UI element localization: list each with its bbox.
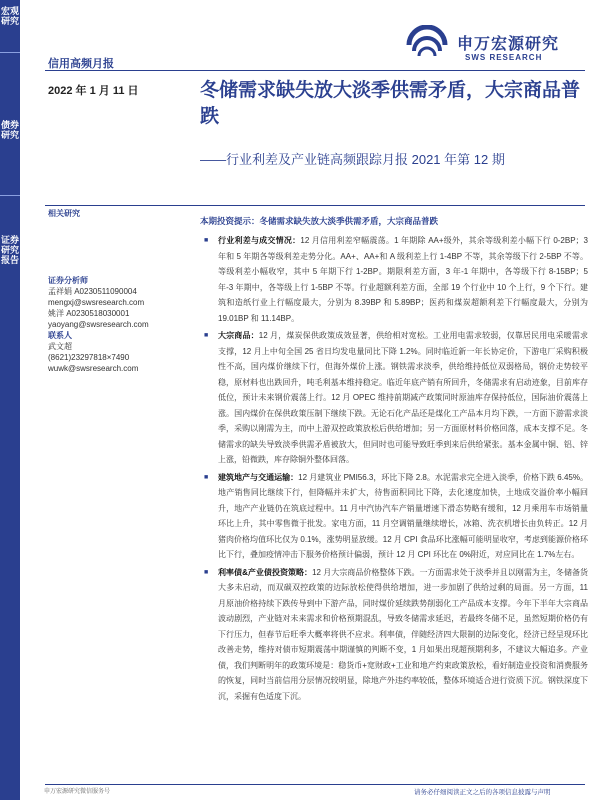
report-date: 2022 年 1 月 11 日: [48, 85, 139, 97]
header-divider: [45, 70, 585, 71]
main-content: [200, 215, 588, 706]
analyst-heading: 证券分析师: [48, 276, 88, 285]
bullet-heading: 利率债&产业债投资策略：: [218, 567, 313, 577]
bullet-text: 12 月信用利差窄幅震荡。1 年期除 AA+级外，其余等级利差小幅下行 0-2BP；3 年和 5 年期各等级利差走势分化。AA+、AA+和 A 级利差上行 1-4BP 不等，其余等级下行 2-5BP 不等。等级利差小幅收窄，其中 5 年期下行 1-2BP。期限利差方面，3 年-1 年期中，各等级下行 8-15BP；5 年-3 年期中，各等级上行 1-5BP 不等。行业超额利差方面，全部 19 个行业中 10 个上行，9 个下行。建筑和造纸行业上行幅度最大，分别为 8.39BP 和 5.89BP；医药和煤炭超额利差下行幅度最大，分别为 19.01BP 和 11.14BP。: [218, 236, 588, 323]
bullet-heading: 大宗商品：: [218, 331, 259, 340]
company-logo: [405, 25, 580, 70]
analyst-email[interactable]: mengxj@swsresearch.com: [48, 298, 145, 307]
bullet-commodities: [200, 328, 588, 468]
bullet-spread: [200, 233, 588, 326]
logo-text-cn: 申万宏源研究: [457, 36, 560, 53]
related-research-label: 相关研究: [48, 209, 80, 218]
analyst-line: 姚洋 A0230518030001: [48, 309, 130, 318]
footer-logo-text: 申万宏源研究微信服务号: [44, 789, 111, 795]
page-subtitle: ——行业利差及产业链高频跟踪月报 2021 年第 12 期: [200, 152, 505, 167]
left-separator: [0, 52, 20, 53]
report-type: 信用高频月报: [48, 58, 114, 70]
contact-line: (8621)23297818×7490: [48, 353, 130, 362]
analyst-sidebar: [48, 275, 188, 374]
bullet-text: 12 月，煤炭保供政策成效显著，供给相对宽松。工业用电需求较弱，仅靠居民用电采暖需求支撑，12 月上中旬全国 25 省日均发电量同比下降 1.2%。同时临近新一年长协定价，下游电厂采购积极性不高，国内煤价继续下行，但海外煤价上涨。钢铁需求淡季，供给维持低位双弱格局，钢价走势较平稳，原材料也出跌回升，吨毛利基本维持稳定。临近年底产销有所回升，冬储需求有启动迹象，目前库存低位，预计未来钢价震荡上行。12 月 OPEC 维持前期减产政策同时原油库存保持低位，国际油价震荡上涨。国内煤价在保供政策压制下继续下跌。无论石化产品还是煤化工产品本月均下跌，一方面下游需求淡季，采购以刚需为主，而中上游双控政策放松后供给增加；另一方面原材料价格回落，成本支撑不足。冬储需求的缺失导致淡季供需矛盾被放大，但同时也可能导致旺季到来后供给紧张。基本金属中铜、铝、锌上涨，铅微跌，库存除铜外整体回落。: [218, 331, 588, 464]
section-divider: [45, 205, 585, 206]
logo-text-en: SWS RESEARCH: [465, 53, 543, 62]
left-label-bond: 债券研究: [1, 120, 20, 140]
contact-heading: 联系人: [48, 331, 72, 340]
bullet-text: 12 月建筑业 PMI56.3，环比下降 2.8。水泥需求完全进入淡季，价格下跌 6.45%。地产销售同比继续下行，但降幅并未扩大，待售面积同比下降，去化速度加快，土地成交溢价率小幅回升，地产产业链仍在筑底过程中。11 月中汽协汽车产销量增速下滑态势略有缓和，12 月乘用车市场销量环比上升，其中零售微于批发。家电方面，11 月空调销量继续增长，冰箱、洗衣机增长由负转正。12 月猪肉价格均值环比仅为 0.1%，涨势明显放缓。12 月 CPI 食品环比涨幅可能明显收窄，考虑到能源价格环比下行，叠加疫情冲击下服务价格预计偏弱，预计 12 月 CPI 环比在 0%附近，对应同比在 1.7%左右。: [218, 472, 589, 559]
analyst-email[interactable]: yaoyang@swsresearch.com: [48, 320, 149, 329]
left-separator: [0, 195, 20, 196]
bullet-construction: [200, 470, 588, 563]
logo-mark-icon: [405, 25, 449, 65]
left-sidebar-bar: [0, 0, 20, 800]
bullet-heading: 行业利差与成交情况：: [218, 236, 301, 245]
bullet-text: 12 月大宗商品价格整体下跌。一方面需求处于淡季并且以刚需为主，冬储备货大多未启动，而双碳双控政策的边际放松使得供给增加，进一步加剧了供给过剩的局面。另一方面，11 月原油价格持续下跌传导到中下游产品，同时煤价延续跌势削弱化工产品成本支撑。今年下半年大宗商品波动剧烈，产业链对未来需求和价格预期混乱，导致冬储需求延迟，若最终冬储不足，虽然短期价格仍有下行压力，但春节后旺季大概率将供不应求。利率债，伴随经济四大限制的边际变化，经济已经呈现环比改善走势，维持对债市短期震荡中期谨慎的判断不变，1 月如果出现超预期利多，不建议大幅追多。产业债，我们判断明年的政策环境是：稳货币+宽财政+工业和地产约束政策放松，看好制造业投资和消费服务的恢复，同时当前信用分层情况较明显，除地产外违约率较低，整体环境适合进行资质下沉。钢铁深度下沉，采掘有色适度下沉。: [218, 567, 588, 701]
footer-disclaimer: 请务必仔细阅读正文之后的各项信息披露与声明: [414, 789, 551, 796]
contact-line: 武文超: [48, 342, 72, 351]
contact-email[interactable]: wuwk@swsresearch.com: [48, 364, 139, 373]
left-label-report: 证券研究报告: [1, 235, 20, 265]
left-label-macro: 宏观研究: [1, 6, 20, 26]
footer-divider: [45, 784, 585, 785]
analyst-line: 孟祥娟 A0230511090004: [48, 287, 137, 296]
page-title: 冬储需求缺失放大淡季供需矛盾，大宗商品普跌: [200, 80, 581, 127]
bullet-strategy: [200, 565, 588, 705]
bullet-heading: 建筑地产与交通运输：: [218, 472, 299, 482]
investment-highlight: 本期投资提示：冬储需求缺失放大淡季供需矛盾，大宗商品普跌: [200, 216, 439, 226]
